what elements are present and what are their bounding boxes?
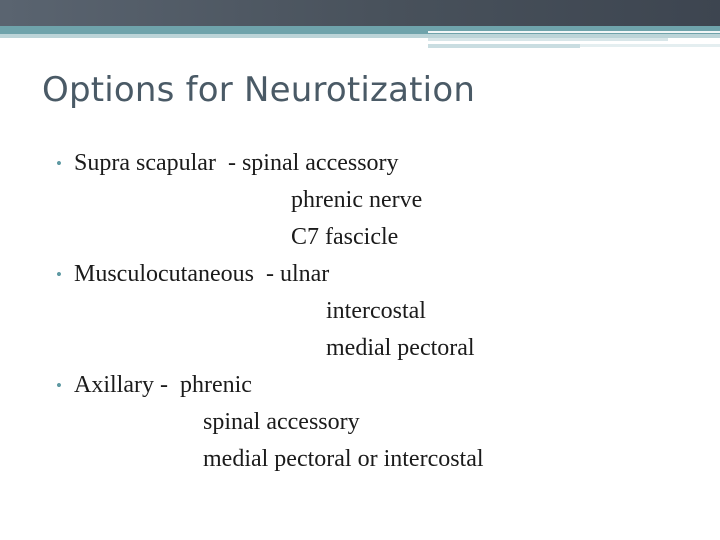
continuation-text: phrenic nerve [291, 187, 423, 213]
continuation-text: medial pectoral or intercostal [203, 446, 484, 472]
bullet-marker: • [56, 376, 62, 395]
bullet-text: Musculocutaneous - ulnar [74, 261, 330, 287]
continuation-text: C7 fascicle [291, 224, 399, 250]
header-accent-line [580, 44, 720, 47]
bullet-marker: • [56, 154, 62, 173]
bullet-text: Axillary - phrenic [74, 372, 252, 398]
list-item [56, 145, 696, 182]
bullet-marker: • [56, 265, 62, 284]
list-item-continuation [56, 219, 696, 256]
continuation-text: spinal accessory [203, 409, 360, 435]
continuation-text: intercostal [326, 298, 426, 324]
list-item-continuation [56, 182, 696, 219]
bullet-text: Supra scapular - spinal accessory [74, 150, 399, 176]
header-accent-line [428, 44, 580, 48]
list-item-continuation [56, 441, 696, 478]
list-item-continuation [56, 330, 696, 367]
list-item [56, 256, 696, 293]
list-item-continuation [56, 404, 696, 441]
header-bar-dark [0, 0, 720, 26]
header-accent-line [428, 38, 668, 41]
bullet-list [56, 145, 696, 478]
list-item [56, 367, 696, 404]
list-item-continuation [56, 293, 696, 330]
slide-title: Options for Neurotization [42, 70, 476, 110]
continuation-text: medial pectoral [326, 335, 475, 361]
header-accent-line [428, 31, 720, 33]
